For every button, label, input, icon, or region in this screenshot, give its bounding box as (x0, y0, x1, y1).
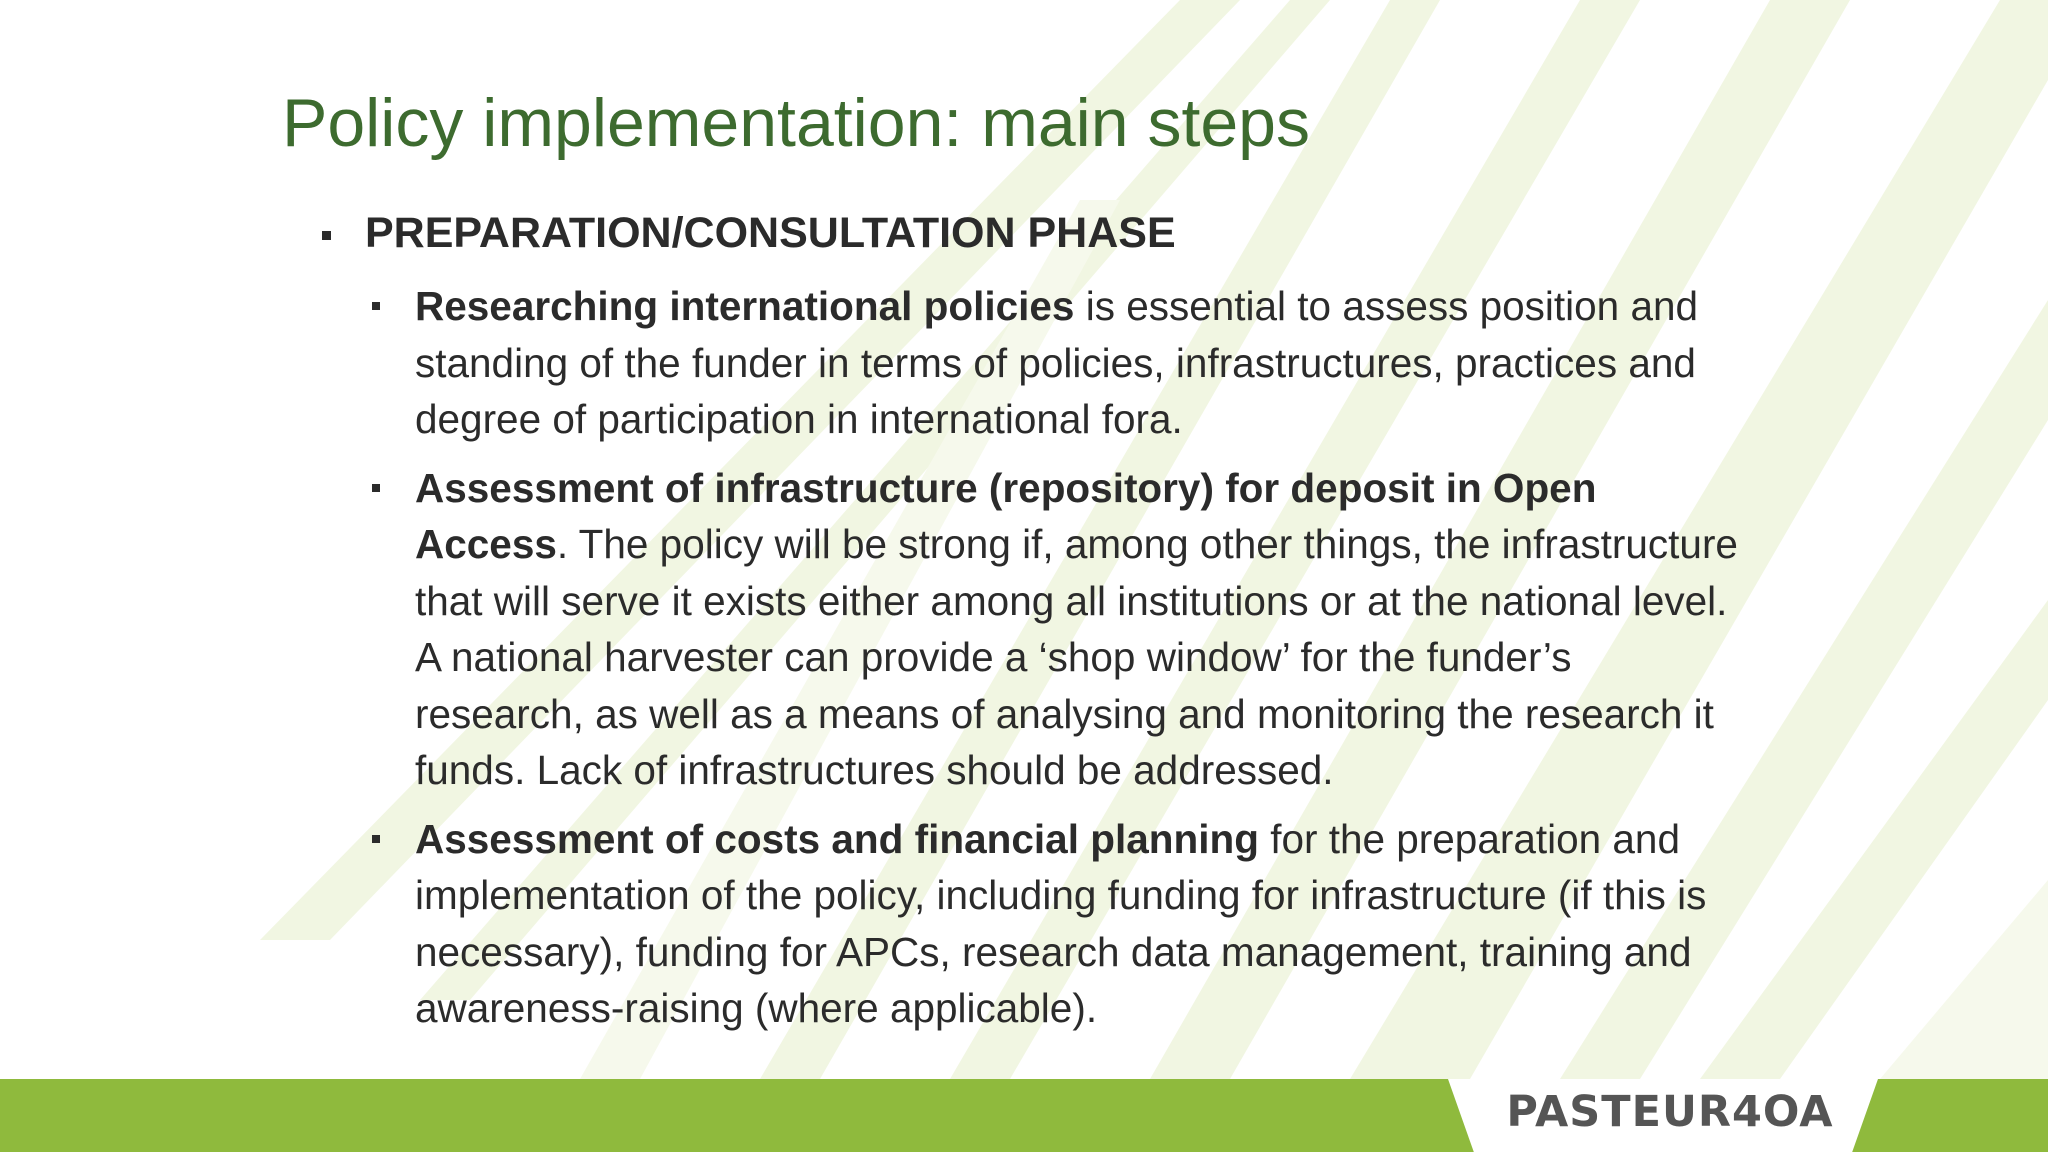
square-bullet-icon (372, 835, 380, 843)
square-bullet-icon (372, 302, 380, 310)
slide-content (320, 200, 1780, 1037)
square-bullet-icon (372, 484, 380, 492)
slide-title: Policy implementation: main steps (282, 85, 1311, 161)
item-bold-lead: Researching international policies (415, 283, 1075, 329)
list-item (415, 460, 1780, 799)
list-item (415, 278, 1780, 448)
phase-heading-item (320, 200, 1780, 266)
item-text: . The policy will be strong if, among other things, the infrastructure that will serve it exists either among all institutions or at the national level. A national harvester can provide a ‘shop window’ for the funder’s research, as well as a means of analysing and monitoring the research it funds. Lack of infrastructures should be addressed. (415, 521, 1738, 793)
item-bold-lead: Assessment of infrastructure (repository) for deposit in Open Access (415, 464, 1597, 567)
item-text: for the preparation and implementation of the policy, including funding for infrastructure (if this is necessary), funding for APCs, research data management, training and awareness-raising (where applicable). (415, 815, 1707, 1031)
square-bullet-icon (322, 231, 331, 240)
item-text: is essential to assess position and standing of the funder in terms of policies, infrastructures, practices and degree of participation in international fora. (415, 283, 1699, 442)
item-bold-lead: Assessment of costs and financial planning (415, 815, 1259, 862)
pasteur4oa-logo: PASTEUR4OA (1506, 1087, 1834, 1137)
phase-heading: PREPARATION/CONSULTATION PHASE (365, 209, 1176, 257)
list-item (415, 811, 1780, 1037)
